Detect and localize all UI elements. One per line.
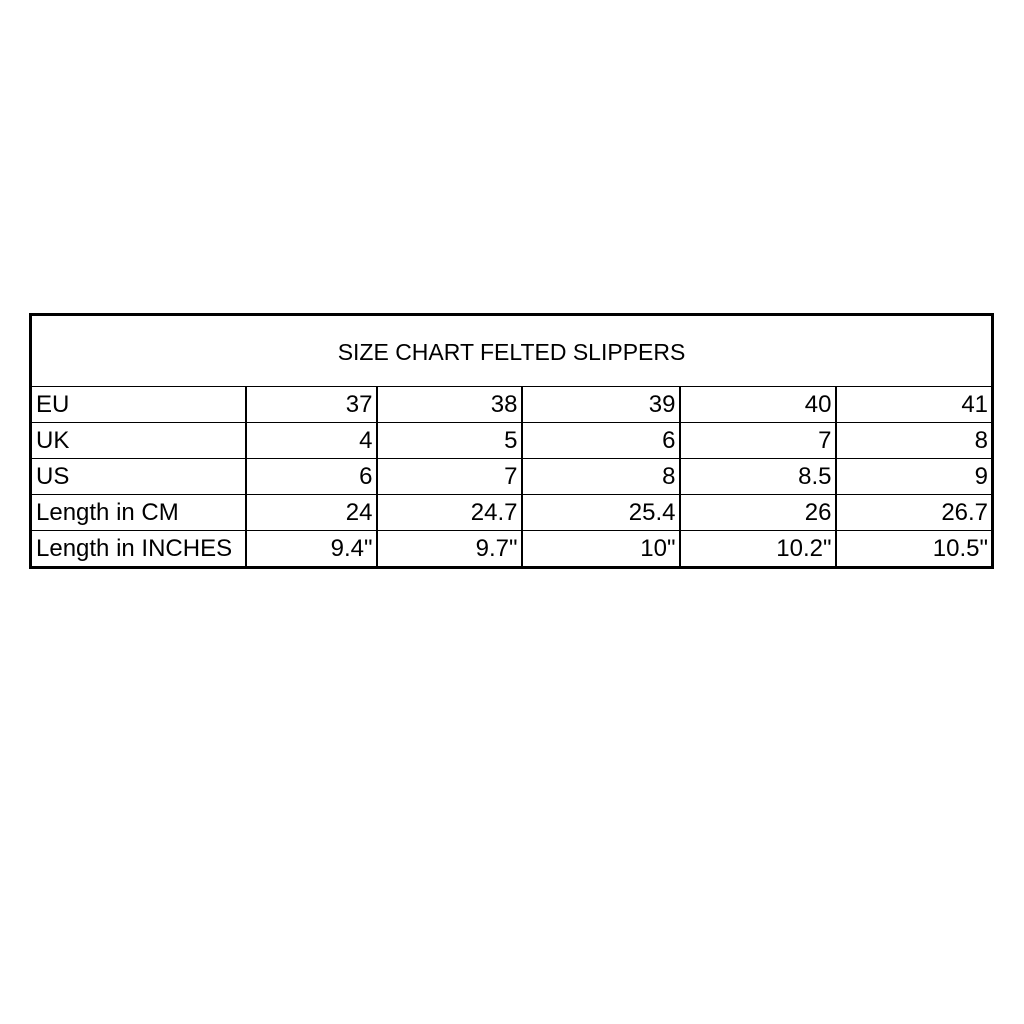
table-row-length-cm (31, 495, 993, 531)
row-label: UK (31, 423, 246, 459)
table-cell: 6 (522, 423, 680, 459)
row-label: US (31, 459, 246, 495)
table-cell: 10" (522, 531, 680, 568)
table-cell: 10.5" (836, 531, 993, 568)
table-cell: 7 (377, 459, 522, 495)
table-cell: 26 (680, 495, 836, 531)
table-cell: 39 (522, 387, 680, 423)
table-cell: 8 (836, 423, 993, 459)
table-row-length-inches (31, 531, 993, 568)
table-cell: 24 (246, 495, 377, 531)
table-cell: 8.5 (680, 459, 836, 495)
table-row-uk (31, 423, 993, 459)
table-cell: 9.4" (246, 531, 377, 568)
table-title: SIZE CHART FELTED SLIPPERS (31, 315, 993, 387)
row-label: Length in CM (31, 495, 246, 531)
table-row-eu (31, 387, 993, 423)
table-cell: 5 (377, 423, 522, 459)
size-chart-table (29, 313, 994, 569)
table-cell: 26.7 (836, 495, 993, 531)
table-cell: 25.4 (522, 495, 680, 531)
table-row-us (31, 459, 993, 495)
row-label: Length in INCHES (31, 531, 246, 568)
table-cell: 38 (377, 387, 522, 423)
table-cell: 37 (246, 387, 377, 423)
table-cell: 9 (836, 459, 993, 495)
table-cell: 9.7" (377, 531, 522, 568)
row-label: EU (31, 387, 246, 423)
table-cell: 7 (680, 423, 836, 459)
table-cell: 6 (246, 459, 377, 495)
table-cell: 24.7 (377, 495, 522, 531)
table-cell: 8 (522, 459, 680, 495)
table-cell: 40 (680, 387, 836, 423)
table-cell: 4 (246, 423, 377, 459)
title-row (31, 315, 993, 387)
table-cell: 41 (836, 387, 993, 423)
table-cell: 10.2" (680, 531, 836, 568)
